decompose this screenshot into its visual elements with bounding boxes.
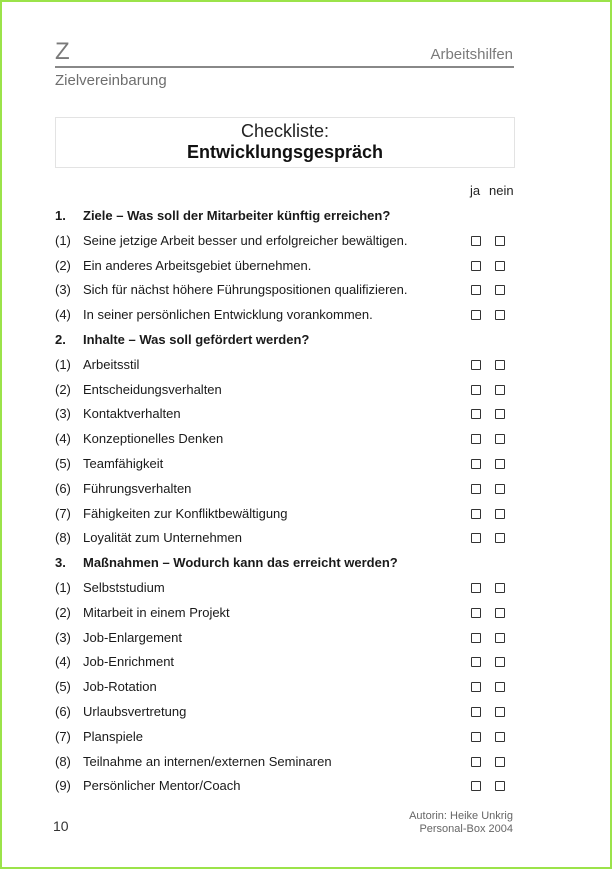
checklist-section-heading bbox=[2, 330, 610, 350]
item-number: (7) bbox=[55, 506, 71, 521]
checkbox-nein[interactable] bbox=[495, 682, 505, 692]
column-header-nein: nein bbox=[489, 183, 514, 198]
page-number: 10 bbox=[53, 818, 69, 834]
section-heading-text: Maßnahmen – Wodurch kann das erreicht werden? bbox=[83, 555, 398, 570]
checkbox-ja[interactable] bbox=[471, 285, 481, 295]
checkbox-nein[interactable] bbox=[495, 409, 505, 419]
item-number: (8) bbox=[55, 530, 71, 545]
checkbox-nein[interactable] bbox=[495, 385, 505, 395]
checkbox-ja[interactable] bbox=[471, 732, 481, 742]
item-text: Loyalität zum Unternehmen bbox=[83, 530, 242, 545]
title-line-1: Checkliste: bbox=[240, 121, 330, 141]
checklist-item bbox=[2, 355, 610, 375]
checklist-item bbox=[2, 578, 610, 598]
item-number: (2) bbox=[55, 605, 71, 620]
item-text: In seiner persönlichen Entwicklung vorankommen. bbox=[83, 307, 373, 322]
item-text: Fähigkeiten zur Konfliktbewältigung bbox=[83, 506, 288, 521]
checkbox-nein[interactable] bbox=[495, 261, 505, 271]
item-number: (2) bbox=[55, 382, 71, 397]
item-text: Führungsverhalten bbox=[83, 481, 192, 496]
checklist-item bbox=[2, 479, 610, 499]
checkbox-ja[interactable] bbox=[471, 633, 481, 643]
item-text: Job-Enrichment bbox=[83, 654, 175, 669]
item-text: Job-Rotation bbox=[83, 679, 157, 694]
item-text: Ein anderes Arbeitsgebiet übernehmen. bbox=[83, 258, 312, 273]
checkbox-ja[interactable] bbox=[471, 236, 481, 246]
checkbox-ja[interactable] bbox=[471, 360, 481, 370]
header-label: Arbeitshilfen bbox=[430, 46, 513, 63]
checklist-item bbox=[2, 702, 610, 722]
item-number: (4) bbox=[55, 307, 71, 322]
checklist-item bbox=[2, 677, 610, 697]
document-page bbox=[2, 2, 610, 867]
item-text: Entscheidungsverhalten bbox=[83, 382, 222, 397]
checkbox-nein[interactable] bbox=[495, 633, 505, 643]
footer-credit bbox=[409, 810, 513, 836]
footer-author: Autorin: Heike Unkrig bbox=[409, 810, 513, 822]
section-heading-text: Inhalte – Was soll gefördert werden? bbox=[83, 332, 310, 347]
item-text: Konzeptionelles Denken bbox=[83, 431, 224, 446]
checkbox-ja[interactable] bbox=[471, 484, 481, 494]
item-number: (9) bbox=[55, 778, 71, 793]
checkbox-ja[interactable] bbox=[471, 261, 481, 271]
item-number: (8) bbox=[55, 754, 71, 769]
checkbox-nein[interactable] bbox=[495, 657, 505, 667]
item-number: (3) bbox=[55, 406, 71, 421]
checklist-item bbox=[2, 752, 610, 772]
item-text: Sich für nächst höhere Führungspositionen qualifizieren. bbox=[83, 282, 408, 297]
item-number: (1) bbox=[55, 580, 71, 595]
item-text: Seine jetzige Arbeit besser und erfolgreicher bewältigen. bbox=[83, 233, 408, 248]
checkbox-ja[interactable] bbox=[471, 657, 481, 667]
item-text: Persönlicher Mentor/Coach bbox=[83, 778, 241, 793]
checklist-item bbox=[2, 454, 610, 474]
checklist-item bbox=[2, 727, 610, 747]
checklist-section-heading bbox=[2, 206, 610, 226]
checklist-item bbox=[2, 504, 610, 524]
checkbox-nein[interactable] bbox=[495, 285, 505, 295]
checkbox-ja[interactable] bbox=[471, 509, 481, 519]
checkbox-nein[interactable] bbox=[495, 484, 505, 494]
checklist-item bbox=[2, 652, 610, 672]
checkbox-ja[interactable] bbox=[471, 310, 481, 320]
checkbox-ja[interactable] bbox=[471, 757, 481, 767]
item-number: (4) bbox=[55, 431, 71, 446]
item-number: 2. bbox=[55, 332, 66, 347]
item-number: (1) bbox=[55, 357, 71, 372]
column-header-ja: ja bbox=[470, 183, 481, 198]
item-number: (3) bbox=[55, 630, 71, 645]
checklist-item bbox=[2, 305, 610, 325]
checklist-item bbox=[2, 280, 610, 300]
item-text: Urlaubsvertretung bbox=[83, 704, 187, 719]
checkbox-nein[interactable] bbox=[495, 608, 505, 618]
item-number: (5) bbox=[55, 456, 71, 471]
checkbox-ja[interactable] bbox=[471, 409, 481, 419]
item-text: Teamfähigkeit bbox=[83, 456, 164, 471]
checklist-item bbox=[2, 404, 610, 424]
checkbox-nein[interactable] bbox=[495, 236, 505, 246]
section-title: Zielvereinbarung bbox=[55, 72, 167, 89]
checkbox-ja[interactable] bbox=[471, 533, 481, 543]
checkbox-ja[interactable] bbox=[471, 434, 481, 444]
checkbox-ja[interactable] bbox=[471, 707, 481, 717]
checkbox-ja[interactable] bbox=[471, 682, 481, 692]
item-text: Mitarbeit in einem Projekt bbox=[83, 605, 230, 620]
item-number: (4) bbox=[55, 654, 71, 669]
item-number: (5) bbox=[55, 679, 71, 694]
checkbox-nein[interactable] bbox=[495, 509, 505, 519]
header-divider bbox=[55, 66, 514, 68]
checkbox-ja[interactable] bbox=[471, 608, 481, 618]
checklist-section-heading bbox=[2, 553, 610, 573]
checkbox-nein[interactable] bbox=[495, 360, 505, 370]
item-number: 3. bbox=[55, 555, 66, 570]
checklist-item bbox=[2, 603, 610, 623]
checkbox-nein[interactable] bbox=[495, 781, 505, 791]
checklist-item bbox=[2, 231, 610, 251]
checklist-item bbox=[2, 429, 610, 449]
item-number: (2) bbox=[55, 258, 71, 273]
checkbox-nein[interactable] bbox=[495, 459, 505, 469]
item-number: 1. bbox=[55, 208, 66, 223]
checkbox-nein[interactable] bbox=[495, 732, 505, 742]
checkbox-nein[interactable] bbox=[495, 583, 505, 593]
item-number: (1) bbox=[55, 233, 71, 248]
item-text: Kontaktverhalten bbox=[83, 406, 181, 421]
checklist-item bbox=[2, 528, 610, 548]
checkbox-ja[interactable] bbox=[471, 385, 481, 395]
item-text: Job-Enlargement bbox=[83, 630, 182, 645]
item-number: (3) bbox=[55, 282, 71, 297]
section-heading-text: Ziele – Was soll der Mitarbeiter künftig erreichen? bbox=[83, 208, 391, 223]
item-text: Selbststudium bbox=[83, 580, 165, 595]
item-text: Teilnahme an internen/externen Seminaren bbox=[83, 754, 332, 769]
checkbox-nein[interactable] bbox=[495, 310, 505, 320]
checklist-item bbox=[2, 628, 610, 648]
checkbox-nein[interactable] bbox=[495, 533, 505, 543]
checklist-item bbox=[2, 380, 610, 400]
item-number: (7) bbox=[55, 729, 71, 744]
item-number: (6) bbox=[55, 481, 71, 496]
title-line-2: Entwicklungsgespräch bbox=[186, 142, 384, 162]
item-number: (6) bbox=[55, 704, 71, 719]
title-box bbox=[55, 117, 515, 168]
checklist-item bbox=[2, 776, 610, 796]
checkbox-nein[interactable] bbox=[495, 707, 505, 717]
checkbox-ja[interactable] bbox=[471, 781, 481, 791]
checkbox-ja[interactable] bbox=[471, 583, 481, 593]
item-text: Arbeitsstil bbox=[83, 357, 140, 372]
checkbox-nein[interactable] bbox=[495, 434, 505, 444]
chapter-letter: Z bbox=[55, 38, 70, 65]
checkbox-ja[interactable] bbox=[471, 459, 481, 469]
item-text: Planspiele bbox=[83, 729, 143, 744]
footer-source: Personal-Box 2004 bbox=[419, 823, 513, 835]
checkbox-nein[interactable] bbox=[495, 757, 505, 767]
checklist-item bbox=[2, 256, 610, 276]
